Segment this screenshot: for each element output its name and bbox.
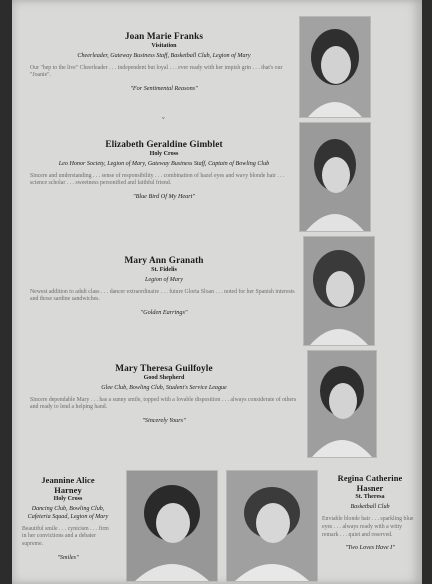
portrait-photo <box>307 350 377 458</box>
tick-mark: ˇ <box>162 116 165 125</box>
portrait-image <box>304 237 374 345</box>
student-quote: "Golden Earrings" <box>140 309 188 317</box>
portrait-photo <box>299 122 371 232</box>
portrait-image <box>300 17 370 117</box>
student-parish: St. Fidelis <box>151 267 177 273</box>
entry-franks <box>30 32 298 92</box>
student-quote: "Smiles" <box>57 553 79 561</box>
entry-granath <box>30 256 298 316</box>
student-name-line2: Hasner <box>356 483 384 493</box>
student-parish: Visitation <box>151 43 177 49</box>
portrait-photo <box>226 470 318 582</box>
student-description: Sincere dependable Mary . . . has a sunny smile, topped with a lovable disposition . . . always considerate of others and ready to lend a helping hand. <box>30 396 297 411</box>
student-activities: Dancing Club, Bowling Club, Cafeteria Squad, Legion of Mary <box>27 506 109 520</box>
student-description: Our "hep to the live" Cheerleader . . . independent but loyal . . . ever ready with her impish grin . . . that's our "Joanie". <box>30 64 283 79</box>
student-quote: "Sincerely Yours" <box>142 417 186 425</box>
student-name: Joan Marie Franks <box>124 32 204 42</box>
portrait-photo <box>303 236 375 346</box>
student-activities: Legion of Mary <box>145 277 183 283</box>
student-description: Sincere and understanding . . . sense of responsibility . . . combination of hazel eyes and wavy blonde hair . . . science scholar . . . sweetness personified and faithful friend. <box>30 172 285 187</box>
portrait-image <box>227 471 317 581</box>
student-name: Elizabeth Geraldine Gimblet <box>105 140 223 150</box>
student-parish: Holy Cross <box>53 496 83 503</box>
student-name: Mary Theresa Guilfoyle <box>115 364 213 374</box>
portrait-photo <box>299 16 371 118</box>
student-activities: Cheerleader, Gateway Business Staff, Basketball Club, Legion of Mary <box>77 53 251 59</box>
student-parish: St. Theresa <box>355 494 385 501</box>
student-name-line2: Harney <box>54 485 82 495</box>
student-quote: "Blue Bird Of My Heart" <box>132 193 196 201</box>
portrait-image <box>300 123 370 231</box>
student-name: Mary Ann Granath <box>124 256 204 266</box>
student-parish: Good Shepherd <box>143 375 185 381</box>
portrait-photo <box>126 470 218 582</box>
student-parish: Holy Cross <box>149 151 179 157</box>
student-description: Enviable blonde hair . . . sparkling blue eyes . . . always ready with a witty remark . . . quiet and reserved. <box>322 515 414 538</box>
student-name-line1: Regina Catherine <box>337 474 403 483</box>
student-quote: "For Sentimental Reasons" <box>130 85 198 93</box>
student-name-line1: Jeannine Alice <box>41 476 95 485</box>
entry-hasner <box>322 474 418 551</box>
portrait-image <box>127 471 217 581</box>
portrait-image <box>308 351 376 457</box>
student-quote: "Two Loves Have I" <box>345 544 395 552</box>
entry-guilfoyle <box>30 364 298 424</box>
yearbook-page <box>12 0 422 584</box>
student-description: Beautiful smile . . . cynicism . . . firm in her convictions and a debater supreme. <box>22 525 109 548</box>
student-description: Newest addition to adult class . . . dancer extraordinaire . . . future Gloria Sloan . . . noted for her Spanish interests and those sardine sandwiches. <box>30 288 295 303</box>
student-activities: Glee Club, Bowling Club, Student's Service League <box>101 385 227 391</box>
entry-gimblet <box>30 140 298 200</box>
student-activities: Leo Honor Society, Legion of Mary, Gateway Business Staff, Captain of Bowling Club <box>58 161 270 167</box>
student-activities: Basketball Club <box>350 504 390 511</box>
entry-harney <box>22 476 114 561</box>
